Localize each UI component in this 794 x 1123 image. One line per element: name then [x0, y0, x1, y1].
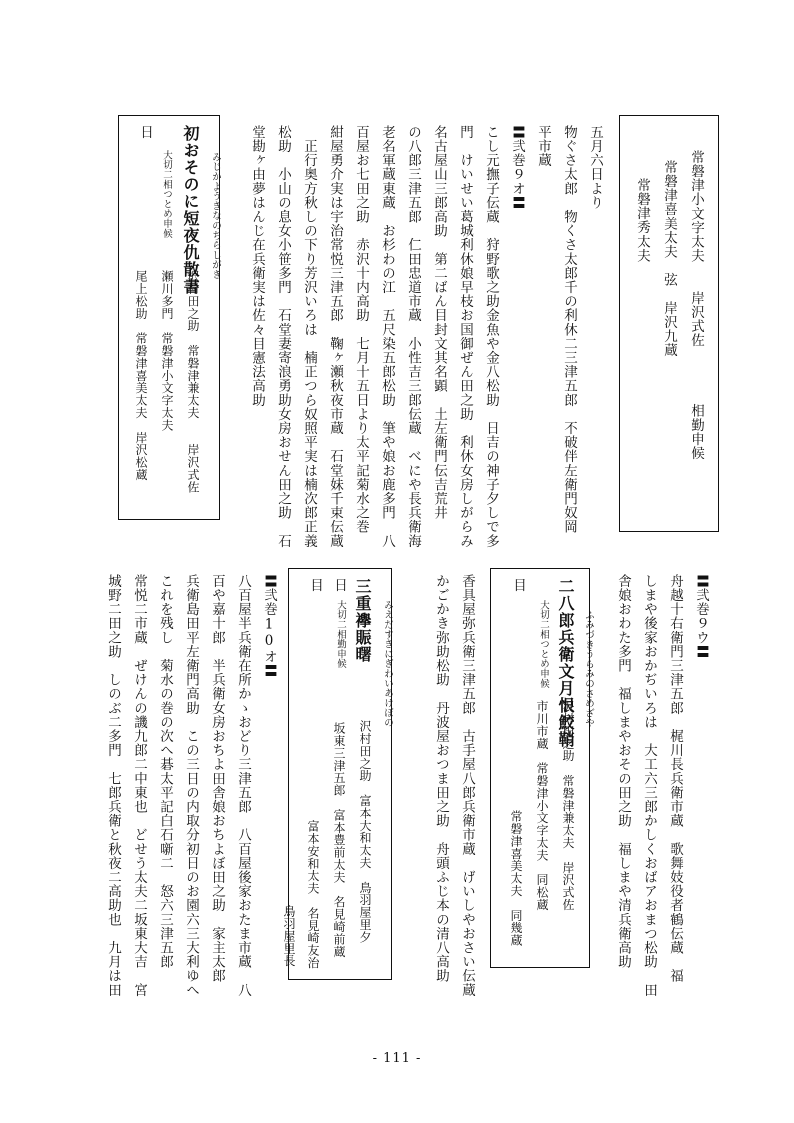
- lower-body-bottom-1: 〓弐巻10オ〓: [261, 574, 277, 678]
- box4-cast-3: 富本安和太夫 名見崎友治: [306, 820, 320, 969]
- box2-label-day: 日: [137, 125, 153, 140]
- box4-cast-1: 沢村田之助 富本大和太夫 鳥羽屋里夕: [358, 720, 372, 944]
- box3-cast-3: 常磐津喜美太夫 同幾蔵: [509, 810, 523, 947]
- lower-body-bottom-2: 八百屋半兵衛在所かゝおどり三津五郎 八百屋後家おたま市蔵 八: [235, 574, 251, 997]
- box4-title: 三重襷賑曙: [353, 578, 372, 663]
- lower-body-bottom-6: 常悦二市蔵 ぜけんの譏九郎二中東也 どせう太夫二坂東大吉 宮: [131, 574, 147, 997]
- lower-body-bottom-7: 城野二田之助 しのぶ二多門 七郎兵衛と秋夜二高助也 九月は田: [105, 574, 121, 997]
- box2-ruby: みじかようきなのちらしがき: [210, 152, 221, 280]
- box1-line-3: 常磐津秀太夫: [634, 178, 650, 263]
- upper-body-line-11: 紺屋勇介実は宇治常悦三津五郎 鞠ヶ瀬秋夜市蔵 石堂妹千束伝蔵: [327, 125, 343, 548]
- upper-body-line-10: 百屋お七田之助 赤沢十内高助 七月十五日より太平記菊水之巻: [353, 125, 369, 534]
- lower-body-top-2: 舟越十右衛門三津五郎 梶川長兵衛市蔵 歌舞妓役者鶴伝蔵 福: [667, 574, 683, 983]
- lower-body-mid-2: かごかき弥助松助 丹波屋おつま田之助 舟頭ふじ本の清八高助: [433, 574, 449, 983]
- lower-body-mid-1: 香具屋弥兵衛三津五郎 古手屋八郎兵衛市蔵 げいしやおさい伝蔵: [459, 574, 475, 997]
- upper-body-line-9: 老名軍蔵東蔵 お杉わの江 五尺染五郎松助 筆や娘お鹿多門 八: [379, 125, 395, 548]
- upper-body-line-4: 〓弐巻９オ〓: [509, 125, 525, 210]
- lower-body-bottom-3: 百や嘉十郎 半兵衛女房おちよ田舎娘おちよぼ田之助 家主太郎: [209, 574, 225, 983]
- box3-cast-2: 市川市蔵 常磐津小文字太夫 同松蔵: [535, 700, 549, 911]
- upper-body-line-3: 平市蔵: [535, 125, 551, 168]
- box4-label-2: 大切二相勤申候: [335, 600, 346, 669]
- box3-ruby: ふみづきうらみのさめざや: [583, 610, 594, 728]
- box4-label-1: 日: [331, 578, 347, 593]
- lower-body-bottom-5: これを残し 菊水の巻の次へ碁太平記白石噺二 怒六三津五郎: [157, 574, 173, 969]
- box4-ruby: みえだすきにぎわいあけぼの: [382, 600, 393, 728]
- box3-label-2: 大切二相つとめ申候: [538, 600, 549, 689]
- page-number: - 111 -: [372, 1051, 422, 1066]
- box2-title: 初おそのに短夜仇散書: [181, 125, 200, 295]
- box4-cast-2: 坂東三津五郎 富本豊前太夫 名見崎前蔵: [332, 722, 346, 958]
- box3-title: 二八郎兵衛文月恨鮫鞘: [556, 578, 575, 748]
- box2-label-finale: 大切二相つとめ申候: [161, 150, 172, 239]
- upper-body-line-6: 門 けいせい葛城利休娘早枝お国御ぜん田之助 利休女房しがらみ: [457, 125, 473, 548]
- upper-body-line-13: 松助 小山の息女小笹多門 石堂妻寄浪勇助女房おせん田之助 石: [275, 125, 291, 548]
- upper-body-line-2: 物ぐさ太郎 物くさ太郎千の利休二三津五郎 不破伴左衛門奴岡: [561, 125, 577, 534]
- box3-cast-1: 沢村田之助 常磐津兼太夫 岸沢式佐: [561, 700, 575, 911]
- lower-body-top-4: 舎娘おわた多門 福しまやおその田之助 福しまや清兵衛高助: [615, 574, 631, 969]
- box4-cast-4-visible: 鳥羽屋里長: [282, 905, 296, 967]
- lower-body-top-1: 〓弐巻９ウ〓: [693, 574, 709, 659]
- upper-body-line-14: 堂勘ヶ由夢はんじ在兵衛実は佐々目憲法高助: [249, 125, 265, 407]
- upper-body-line-7: 名古屋山三郎高助 第二ばん目封文其名顕 土左衛門伝吉荒井: [431, 125, 447, 520]
- box4-label-3: 目: [307, 578, 323, 593]
- upper-body-line-8: の八郎三津五郎 仁田忠道市蔵 小性吉三郎伝蔵 べにや長兵衛海: [405, 125, 421, 548]
- box2-cast-2: 瀬川多門 常磐津小文字太夫: [160, 270, 174, 432]
- upper-body-line-1: 五月六日より: [587, 125, 603, 210]
- lower-body-top-3: しまや後家おかぢいろは 大工六三郎かしくおばアおまつ松助 田: [641, 574, 657, 997]
- box2-cast-1: 沢村田之助 常磐津兼太夫 岸沢式佐: [186, 270, 200, 494]
- box2-cast-3: 尾上松助 常磐津喜美太夫 岸沢松蔵: [134, 270, 148, 481]
- box3-label-1: 目: [510, 578, 526, 593]
- lower-body-bottom-4: 兵衛島田平左衛門高助 この三日の内取分初日のお園六三大利ゆへ: [183, 574, 199, 997]
- upper-body-line-5: こし元撫子伝蔵 狩野歌之助金魚や金八松助 日吉の神子夕しで多: [483, 125, 499, 548]
- box1-line-2: 常磐津喜美太夫 弦 岸沢九蔵: [661, 160, 677, 358]
- box1-line-1: 常磐津小文字太夫 岸沢式佐 相勤申候: [688, 150, 704, 461]
- upper-body-line-12: 正行奥方秋しの下り芳沢いろは 楠正つら奴照平実は楠次郎正義: [301, 125, 317, 548]
